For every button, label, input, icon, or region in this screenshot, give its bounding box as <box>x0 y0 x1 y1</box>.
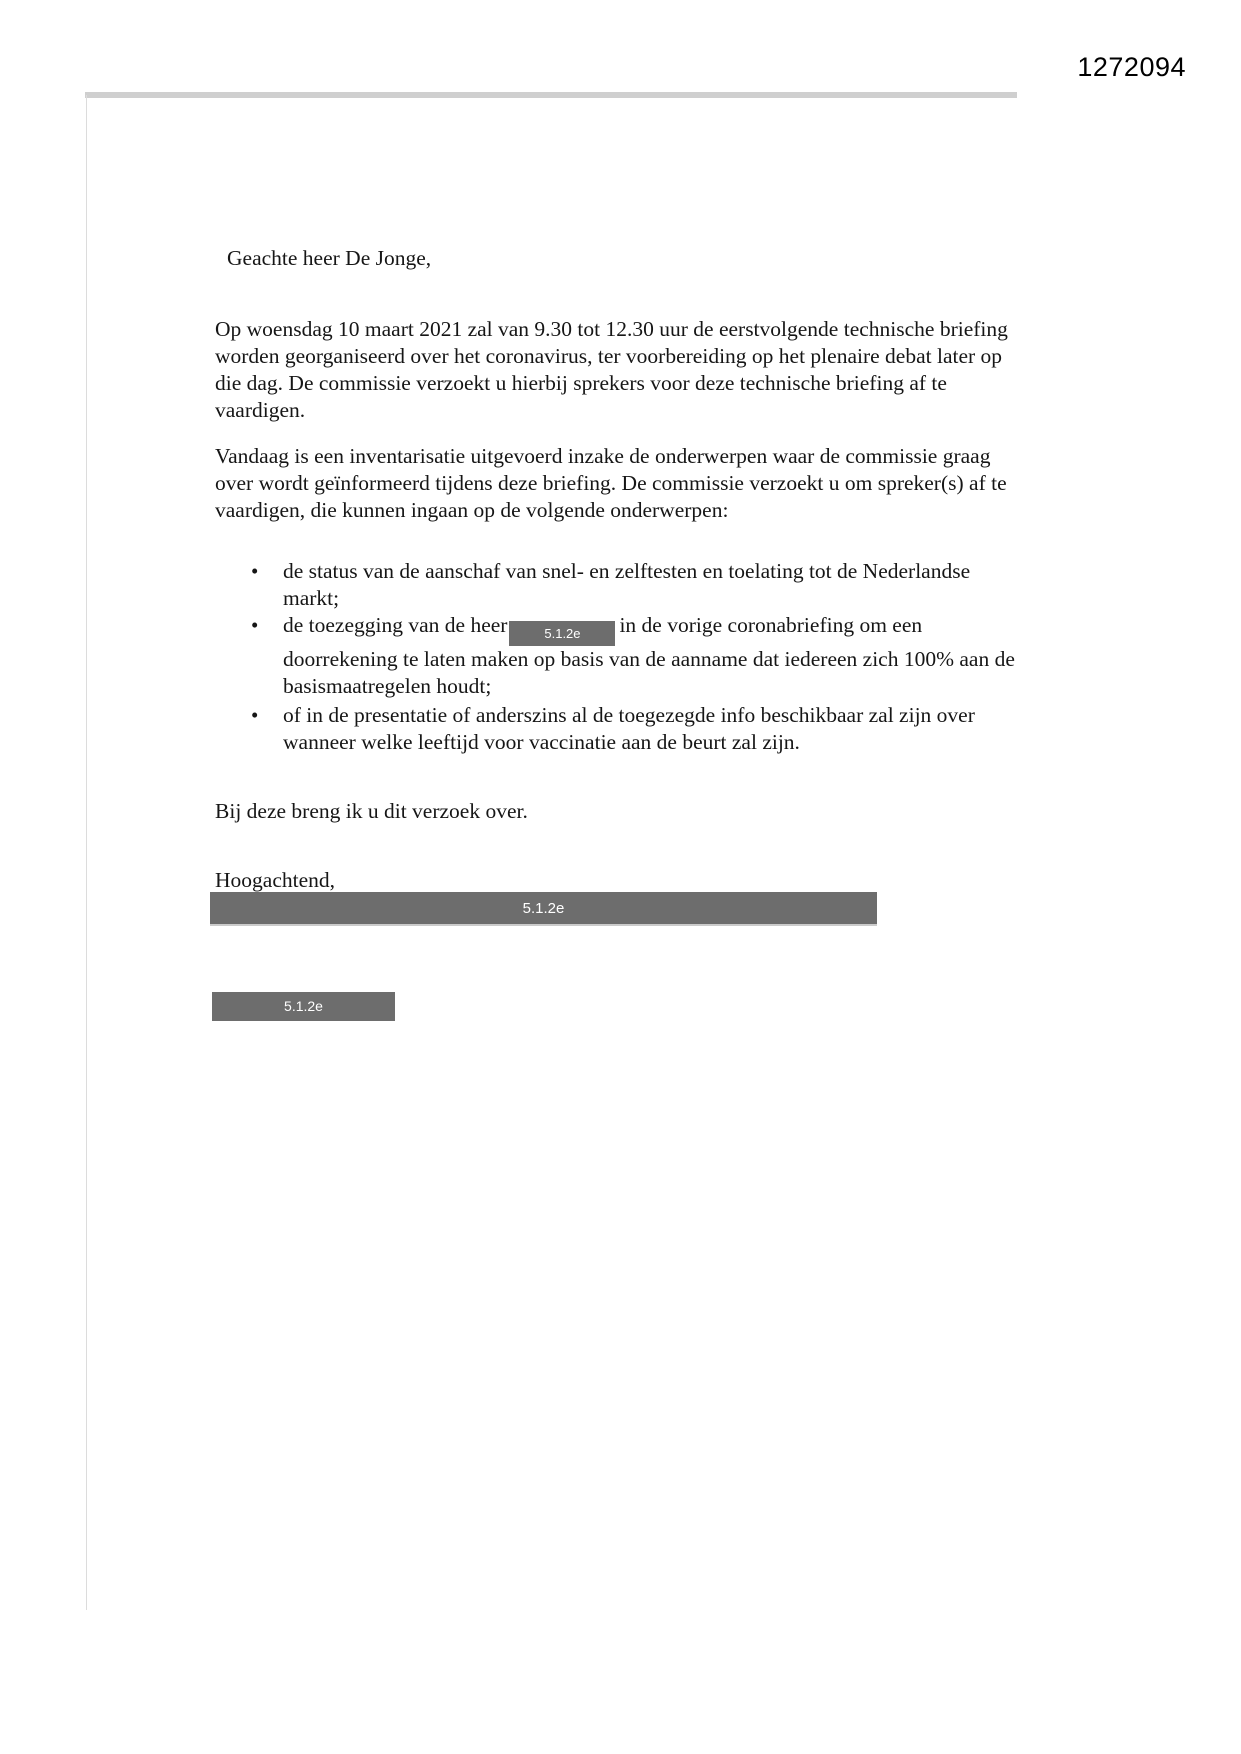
bullet-line <box>283 585 1025 612</box>
bullet-item <box>215 558 1025 612</box>
bullet-line-text: of in de presentatie of anderszins al de toegezegde info beschikbaar zal zijn over <box>283 703 975 727</box>
bullet-line-text: wanneer welke leeftijd voor vaccinatie aan de beurt zal zijn. <box>283 730 800 754</box>
bullet-line <box>283 646 1025 673</box>
paragraph-line: vaardigen. <box>215 398 306 422</box>
bullet-line <box>283 612 1025 646</box>
bullet-text <box>283 702 1025 756</box>
letter-body <box>215 245 1025 1021</box>
bullet-marker-icon: • <box>251 559 259 583</box>
paragraph-briefing-announcement <box>215 316 1025 424</box>
bullet-line-text: de status van de aanschaf van snel- en zelftesten en toelating tot de Nederlandse <box>283 559 971 583</box>
bullet-line <box>283 673 1025 700</box>
bullet-line-text: basismaatregelen houdt; <box>283 674 492 698</box>
bullet-line <box>283 729 1025 756</box>
scan-edge-artifact-top <box>85 92 1017 98</box>
bullet-line-text: de toezegging van de heer <box>283 613 508 637</box>
bullet-item <box>215 702 1025 756</box>
bullet-line <box>283 702 1025 729</box>
bullet-line-text: in de vorige coronabriefing om een <box>619 613 923 637</box>
closing-line: Bij deze breng ik u dit verzoek over. <box>215 799 528 823</box>
bullet-marker-icon: • <box>251 703 259 727</box>
scan-edge-artifact-left <box>86 95 87 1610</box>
redaction-footer-label: 5.1.2e <box>284 998 323 1014</box>
bullet-text <box>283 612 1025 700</box>
bullet-line <box>283 558 1025 585</box>
bullet-item <box>215 612 1025 700</box>
signoff-line: Hoogachtend, <box>215 868 336 892</box>
bullet-text <box>283 558 1025 612</box>
redaction-inline-box: 5.1.2e <box>509 621 615 646</box>
redaction-signature-bar <box>210 892 877 924</box>
paragraph-inventarisation <box>215 443 1025 524</box>
bullet-line-text: markt; <box>283 586 340 610</box>
paragraph-line: vaardigen, die kunnen ingaan op de volgende onderwerpen: <box>215 498 729 522</box>
salutation-line: Geachte heer De Jonge, <box>227 246 432 270</box>
bullet-line-text: doorrekening te laten maken op basis van de aanname dat iedereen zich 100% aan de <box>283 647 1015 671</box>
redaction-signature-label: 5.1.2e <box>522 899 565 917</box>
redaction-footer-bar <box>212 992 395 1021</box>
paragraph-line: Op woensdag 10 maart 2021 zal van 9.30 tot 12.30 uur de eerstvolgende technische briefing <box>215 317 1008 341</box>
paragraph-line: Vandaag is een inventarisatie uitgevoerd inzake de onderwerpen waar de commissie graag <box>215 444 991 468</box>
paragraph-line: worden georganiseerd over het coronavirus, ter voorbereiding op het plenaire debat later op <box>215 344 1003 368</box>
topics-bullet-list <box>215 558 1025 756</box>
paragraph-line: die dag. De commissie verzoekt u hierbij sprekers voor deze technische briefing af te <box>215 371 947 395</box>
paragraph-line: over wordt geïnformeerd tijdens deze briefing. De commissie verzoekt u om spreker(s) af te <box>215 471 1007 495</box>
bullet-marker-icon: • <box>251 613 259 637</box>
document-id-number: 1272094 <box>1077 52 1186 82</box>
